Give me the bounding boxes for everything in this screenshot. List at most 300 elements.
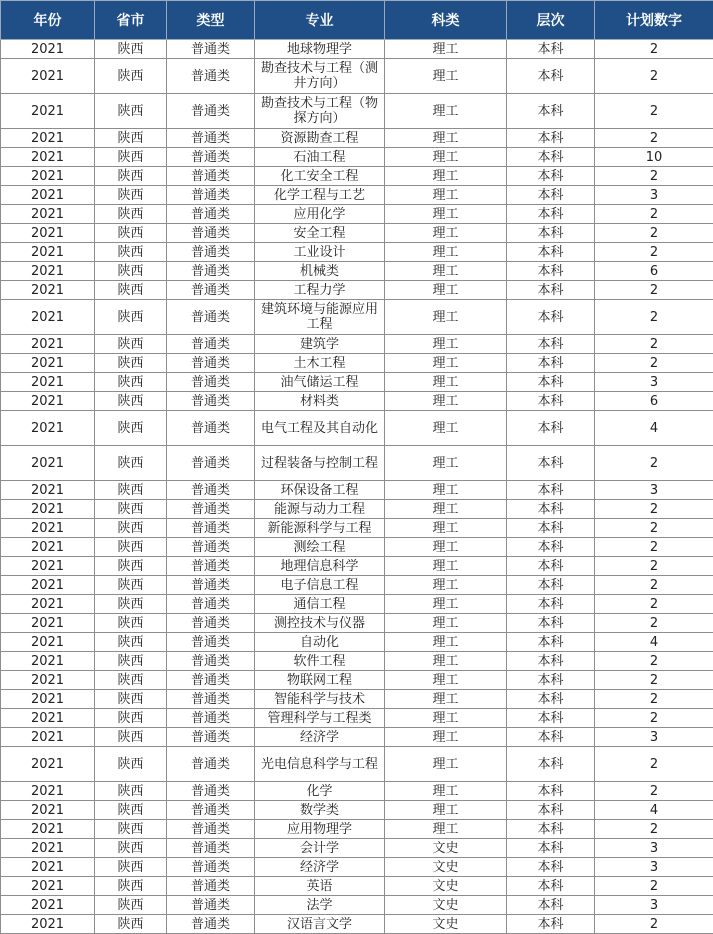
year-cell: 2021 xyxy=(1,167,95,186)
major-cell: 经济学 xyxy=(255,858,385,877)
year-cell: 2021 xyxy=(1,877,95,896)
category-cell: 文史 xyxy=(385,858,507,877)
major-cell: 电子信息工程 xyxy=(255,576,385,595)
year-cell: 2021 xyxy=(1,148,95,167)
table-row xyxy=(1,224,713,243)
table-row xyxy=(1,576,713,595)
category-cell: 理工 xyxy=(385,392,507,411)
year-cell: 2021 xyxy=(1,446,95,481)
category-cell: 理工 xyxy=(385,186,507,205)
major-cell: 地球物理学 xyxy=(255,40,385,59)
type-cell: 普通类 xyxy=(167,59,255,94)
type-cell: 普通类 xyxy=(167,481,255,500)
table-row xyxy=(1,538,713,557)
table-row xyxy=(1,148,713,167)
major-cell: 机械类 xyxy=(255,262,385,281)
type-cell: 普通类 xyxy=(167,858,255,877)
province-cell: 陕西 xyxy=(95,915,167,934)
type-cell: 普通类 xyxy=(167,915,255,934)
major-cell: 材料类 xyxy=(255,392,385,411)
type-cell: 普通类 xyxy=(167,129,255,148)
category-cell: 理工 xyxy=(385,300,507,335)
category-cell: 理工 xyxy=(385,281,507,300)
major-cell: 化学 xyxy=(255,782,385,801)
major-cell: 地理信息科学 xyxy=(255,557,385,576)
level-cell: 本科 xyxy=(507,205,595,224)
table-row xyxy=(1,500,713,519)
plan-count-cell: 4 xyxy=(595,633,713,652)
major-cell: 工程力学 xyxy=(255,281,385,300)
type-cell: 普通类 xyxy=(167,690,255,709)
major-cell: 安全工程 xyxy=(255,224,385,243)
year-cell: 2021 xyxy=(1,411,95,446)
year-cell: 2021 xyxy=(1,839,95,858)
category-cell: 理工 xyxy=(385,690,507,709)
plan-count-cell: 2 xyxy=(595,690,713,709)
year-cell: 2021 xyxy=(1,671,95,690)
plan-count-cell: 2 xyxy=(595,538,713,557)
major-cell: 汉语言文学 xyxy=(255,915,385,934)
year-cell: 2021 xyxy=(1,481,95,500)
type-cell: 普通类 xyxy=(167,243,255,262)
table-row xyxy=(1,896,713,915)
level-cell: 本科 xyxy=(507,148,595,167)
major-cell: 应用化学 xyxy=(255,205,385,224)
level-cell: 本科 xyxy=(507,411,595,446)
major-cell: 建筑学 xyxy=(255,335,385,354)
header-subject-category: 科类 xyxy=(385,1,507,40)
header-type: 类型 xyxy=(167,1,255,40)
category-cell: 理工 xyxy=(385,652,507,671)
major-cell: 油气储运工程 xyxy=(255,373,385,392)
type-cell: 普通类 xyxy=(167,354,255,373)
category-cell: 理工 xyxy=(385,94,507,129)
plan-count-cell: 2 xyxy=(595,129,713,148)
level-cell: 本科 xyxy=(507,519,595,538)
year-cell: 2021 xyxy=(1,801,95,820)
table-row xyxy=(1,671,713,690)
table-row xyxy=(1,915,713,934)
major-cell: 环保设备工程 xyxy=(255,481,385,500)
type-cell: 普通类 xyxy=(167,500,255,519)
category-cell: 理工 xyxy=(385,728,507,747)
year-cell: 2021 xyxy=(1,595,95,614)
plan-count-cell: 3 xyxy=(595,481,713,500)
year-cell: 2021 xyxy=(1,373,95,392)
level-cell: 本科 xyxy=(507,877,595,896)
table-row xyxy=(1,801,713,820)
major-cell: 应用物理学 xyxy=(255,820,385,839)
type-cell: 普通类 xyxy=(167,148,255,167)
table-row xyxy=(1,782,713,801)
category-cell: 理工 xyxy=(385,633,507,652)
category-cell: 理工 xyxy=(385,167,507,186)
type-cell: 普通类 xyxy=(167,335,255,354)
plan-count-cell: 2 xyxy=(595,576,713,595)
year-cell: 2021 xyxy=(1,782,95,801)
major-cell: 通信工程 xyxy=(255,595,385,614)
table-row xyxy=(1,411,713,446)
table-row xyxy=(1,354,713,373)
category-cell: 理工 xyxy=(385,614,507,633)
plan-count-cell: 2 xyxy=(595,877,713,896)
plan-count-cell: 2 xyxy=(595,915,713,934)
level-cell: 本科 xyxy=(507,633,595,652)
plan-count-cell: 6 xyxy=(595,262,713,281)
plan-count-cell: 4 xyxy=(595,411,713,446)
level-cell: 本科 xyxy=(507,335,595,354)
category-cell: 理工 xyxy=(385,354,507,373)
level-cell: 本科 xyxy=(507,671,595,690)
type-cell: 普通类 xyxy=(167,281,255,300)
province-cell: 陕西 xyxy=(95,576,167,595)
type-cell: 普通类 xyxy=(167,205,255,224)
type-cell: 普通类 xyxy=(167,538,255,557)
major-cell: 石油工程 xyxy=(255,148,385,167)
level-cell: 本科 xyxy=(507,747,595,782)
level-cell: 本科 xyxy=(507,392,595,411)
province-cell: 陕西 xyxy=(95,40,167,59)
plan-count-cell: 3 xyxy=(595,728,713,747)
category-cell: 理工 xyxy=(385,576,507,595)
level-cell: 本科 xyxy=(507,224,595,243)
level-cell: 本科 xyxy=(507,709,595,728)
type-cell: 普通类 xyxy=(167,896,255,915)
header-major: 专业 xyxy=(255,1,385,40)
province-cell: 陕西 xyxy=(95,519,167,538)
plan-count-cell: 6 xyxy=(595,392,713,411)
level-cell: 本科 xyxy=(507,40,595,59)
plan-count-cell: 2 xyxy=(595,519,713,538)
province-cell: 陕西 xyxy=(95,614,167,633)
table-row xyxy=(1,820,713,839)
province-cell: 陕西 xyxy=(95,354,167,373)
province-cell: 陕西 xyxy=(95,411,167,446)
level-cell: 本科 xyxy=(507,801,595,820)
province-cell: 陕西 xyxy=(95,595,167,614)
header-plan-count: 计划数字 xyxy=(595,1,713,40)
header-level: 层次 xyxy=(507,1,595,40)
table-row xyxy=(1,858,713,877)
category-cell: 理工 xyxy=(385,262,507,281)
table-row xyxy=(1,481,713,500)
table-row xyxy=(1,94,713,129)
type-cell: 普通类 xyxy=(167,40,255,59)
year-cell: 2021 xyxy=(1,747,95,782)
plan-count-cell: 2 xyxy=(595,671,713,690)
province-cell: 陕西 xyxy=(95,858,167,877)
table-row xyxy=(1,633,713,652)
level-cell: 本科 xyxy=(507,262,595,281)
type-cell: 普通类 xyxy=(167,446,255,481)
year-cell: 2021 xyxy=(1,354,95,373)
category-cell: 理工 xyxy=(385,782,507,801)
plan-count-cell: 2 xyxy=(595,747,713,782)
year-cell: 2021 xyxy=(1,858,95,877)
year-cell: 2021 xyxy=(1,205,95,224)
category-cell: 理工 xyxy=(385,747,507,782)
type-cell: 普通类 xyxy=(167,671,255,690)
level-cell: 本科 xyxy=(507,896,595,915)
table-row xyxy=(1,519,713,538)
level-cell: 本科 xyxy=(507,915,595,934)
major-cell: 自动化 xyxy=(255,633,385,652)
table-row xyxy=(1,167,713,186)
category-cell: 理工 xyxy=(385,205,507,224)
province-cell: 陕西 xyxy=(95,205,167,224)
table-row xyxy=(1,59,713,94)
type-cell: 普通类 xyxy=(167,820,255,839)
level-cell: 本科 xyxy=(507,281,595,300)
level-cell: 本科 xyxy=(507,186,595,205)
plan-count-cell: 2 xyxy=(595,354,713,373)
year-cell: 2021 xyxy=(1,728,95,747)
type-cell: 普通类 xyxy=(167,801,255,820)
plan-count-cell: 2 xyxy=(595,782,713,801)
level-cell: 本科 xyxy=(507,690,595,709)
plan-count-cell: 2 xyxy=(595,205,713,224)
plan-count-cell: 2 xyxy=(595,500,713,519)
province-cell: 陕西 xyxy=(95,538,167,557)
province-cell: 陕西 xyxy=(95,373,167,392)
province-cell: 陕西 xyxy=(95,557,167,576)
level-cell: 本科 xyxy=(507,782,595,801)
type-cell: 普通类 xyxy=(167,877,255,896)
province-cell: 陕西 xyxy=(95,392,167,411)
province-cell: 陕西 xyxy=(95,59,167,94)
year-cell: 2021 xyxy=(1,262,95,281)
level-cell: 本科 xyxy=(507,446,595,481)
type-cell: 普通类 xyxy=(167,411,255,446)
province-cell: 陕西 xyxy=(95,129,167,148)
major-cell: 电气工程及其自动化 xyxy=(255,411,385,446)
type-cell: 普通类 xyxy=(167,224,255,243)
province-cell: 陕西 xyxy=(95,671,167,690)
major-cell: 软件工程 xyxy=(255,652,385,671)
level-cell: 本科 xyxy=(507,652,595,671)
table-row xyxy=(1,186,713,205)
province-cell: 陕西 xyxy=(95,167,167,186)
category-cell: 理工 xyxy=(385,519,507,538)
table-row xyxy=(1,40,713,59)
province-cell: 陕西 xyxy=(95,243,167,262)
province-cell: 陕西 xyxy=(95,500,167,519)
year-cell: 2021 xyxy=(1,690,95,709)
category-cell: 理工 xyxy=(385,59,507,94)
type-cell: 普通类 xyxy=(167,392,255,411)
category-cell: 理工 xyxy=(385,481,507,500)
province-cell: 陕西 xyxy=(95,896,167,915)
major-cell: 勘查技术与工程（物探方向） xyxy=(255,94,385,129)
type-cell: 普通类 xyxy=(167,595,255,614)
major-cell: 会计学 xyxy=(255,839,385,858)
table-row xyxy=(1,392,713,411)
major-cell: 勘查技术与工程（测井方向） xyxy=(255,59,385,94)
year-cell: 2021 xyxy=(1,915,95,934)
major-cell: 测控技术与仪器 xyxy=(255,614,385,633)
category-cell: 理工 xyxy=(385,243,507,262)
level-cell: 本科 xyxy=(507,858,595,877)
type-cell: 普通类 xyxy=(167,94,255,129)
province-cell: 陕西 xyxy=(95,633,167,652)
year-cell: 2021 xyxy=(1,709,95,728)
plan-count-cell: 2 xyxy=(595,709,713,728)
level-cell: 本科 xyxy=(507,59,595,94)
table-row xyxy=(1,281,713,300)
level-cell: 本科 xyxy=(507,557,595,576)
level-cell: 本科 xyxy=(507,500,595,519)
type-cell: 普通类 xyxy=(167,652,255,671)
level-cell: 本科 xyxy=(507,728,595,747)
major-cell: 经济学 xyxy=(255,728,385,747)
province-cell: 陕西 xyxy=(95,300,167,335)
level-cell: 本科 xyxy=(507,614,595,633)
major-cell: 资源勘查工程 xyxy=(255,129,385,148)
year-cell: 2021 xyxy=(1,652,95,671)
table-header-row xyxy=(1,1,713,40)
type-cell: 普通类 xyxy=(167,633,255,652)
plan-count-cell: 2 xyxy=(595,224,713,243)
major-cell: 过程装备与控制工程 xyxy=(255,446,385,481)
category-cell: 文史 xyxy=(385,915,507,934)
type-cell: 普通类 xyxy=(167,557,255,576)
level-cell: 本科 xyxy=(507,481,595,500)
plan-count-cell: 2 xyxy=(595,281,713,300)
type-cell: 普通类 xyxy=(167,614,255,633)
table-row xyxy=(1,728,713,747)
province-cell: 陕西 xyxy=(95,281,167,300)
category-cell: 文史 xyxy=(385,877,507,896)
province-cell: 陕西 xyxy=(95,186,167,205)
table-row xyxy=(1,709,713,728)
category-cell: 理工 xyxy=(385,129,507,148)
plan-count-cell: 2 xyxy=(595,614,713,633)
category-cell: 理工 xyxy=(385,411,507,446)
major-cell: 英语 xyxy=(255,877,385,896)
table-row xyxy=(1,300,713,335)
year-cell: 2021 xyxy=(1,243,95,262)
type-cell: 普通类 xyxy=(167,576,255,595)
level-cell: 本科 xyxy=(507,243,595,262)
table-row xyxy=(1,595,713,614)
plan-count-cell: 4 xyxy=(595,801,713,820)
table-row xyxy=(1,373,713,392)
level-cell: 本科 xyxy=(507,538,595,557)
type-cell: 普通类 xyxy=(167,262,255,281)
province-cell: 陕西 xyxy=(95,782,167,801)
table-row xyxy=(1,690,713,709)
table-row xyxy=(1,614,713,633)
plan-count-cell: 3 xyxy=(595,186,713,205)
major-cell: 土木工程 xyxy=(255,354,385,373)
province-cell: 陕西 xyxy=(95,747,167,782)
province-cell: 陕西 xyxy=(95,690,167,709)
province-cell: 陕西 xyxy=(95,709,167,728)
province-cell: 陕西 xyxy=(95,801,167,820)
plan-count-cell: 2 xyxy=(595,243,713,262)
year-cell: 2021 xyxy=(1,392,95,411)
category-cell: 理工 xyxy=(385,148,507,167)
category-cell: 理工 xyxy=(385,500,507,519)
major-cell: 测绘工程 xyxy=(255,538,385,557)
table-row xyxy=(1,652,713,671)
table-row xyxy=(1,129,713,148)
type-cell: 普通类 xyxy=(167,373,255,392)
year-cell: 2021 xyxy=(1,224,95,243)
table-row xyxy=(1,446,713,481)
type-cell: 普通类 xyxy=(167,300,255,335)
year-cell: 2021 xyxy=(1,94,95,129)
year-cell: 2021 xyxy=(1,557,95,576)
type-cell: 普通类 xyxy=(167,839,255,858)
category-cell: 理工 xyxy=(385,671,507,690)
level-cell: 本科 xyxy=(507,354,595,373)
category-cell: 理工 xyxy=(385,224,507,243)
category-cell: 理工 xyxy=(385,557,507,576)
plan-count-cell: 2 xyxy=(595,446,713,481)
province-cell: 陕西 xyxy=(95,652,167,671)
year-cell: 2021 xyxy=(1,896,95,915)
category-cell: 理工 xyxy=(385,335,507,354)
category-cell: 文史 xyxy=(385,839,507,858)
year-cell: 2021 xyxy=(1,281,95,300)
level-cell: 本科 xyxy=(507,129,595,148)
major-cell: 管理科学与工程类 xyxy=(255,709,385,728)
level-cell: 本科 xyxy=(507,373,595,392)
category-cell: 理工 xyxy=(385,538,507,557)
year-cell: 2021 xyxy=(1,614,95,633)
category-cell: 理工 xyxy=(385,709,507,728)
plan-count-cell: 2 xyxy=(595,557,713,576)
category-cell: 理工 xyxy=(385,801,507,820)
year-cell: 2021 xyxy=(1,129,95,148)
plan-count-cell: 3 xyxy=(595,839,713,858)
year-cell: 2021 xyxy=(1,59,95,94)
table-row xyxy=(1,877,713,896)
plan-count-cell: 3 xyxy=(595,373,713,392)
plan-count-cell: 2 xyxy=(595,59,713,94)
plan-count-cell: 2 xyxy=(595,820,713,839)
province-cell: 陕西 xyxy=(95,224,167,243)
year-cell: 2021 xyxy=(1,519,95,538)
year-cell: 2021 xyxy=(1,820,95,839)
plan-count-cell: 10 xyxy=(595,148,713,167)
plan-count-cell: 2 xyxy=(595,335,713,354)
level-cell: 本科 xyxy=(507,820,595,839)
type-cell: 普通类 xyxy=(167,709,255,728)
type-cell: 普通类 xyxy=(167,747,255,782)
level-cell: 本科 xyxy=(507,595,595,614)
level-cell: 本科 xyxy=(507,167,595,186)
year-cell: 2021 xyxy=(1,300,95,335)
province-cell: 陕西 xyxy=(95,335,167,354)
type-cell: 普通类 xyxy=(167,186,255,205)
major-cell: 法学 xyxy=(255,896,385,915)
header-province: 省市 xyxy=(95,1,167,40)
major-cell: 物联网工程 xyxy=(255,671,385,690)
year-cell: 2021 xyxy=(1,500,95,519)
province-cell: 陕西 xyxy=(95,148,167,167)
type-cell: 普通类 xyxy=(167,782,255,801)
year-cell: 2021 xyxy=(1,538,95,557)
table-row xyxy=(1,839,713,858)
category-cell: 理工 xyxy=(385,446,507,481)
province-cell: 陕西 xyxy=(95,839,167,858)
table-row xyxy=(1,205,713,224)
major-cell: 建筑环境与能源应用工程 xyxy=(255,300,385,335)
year-cell: 2021 xyxy=(1,576,95,595)
plan-count-cell: 2 xyxy=(595,652,713,671)
